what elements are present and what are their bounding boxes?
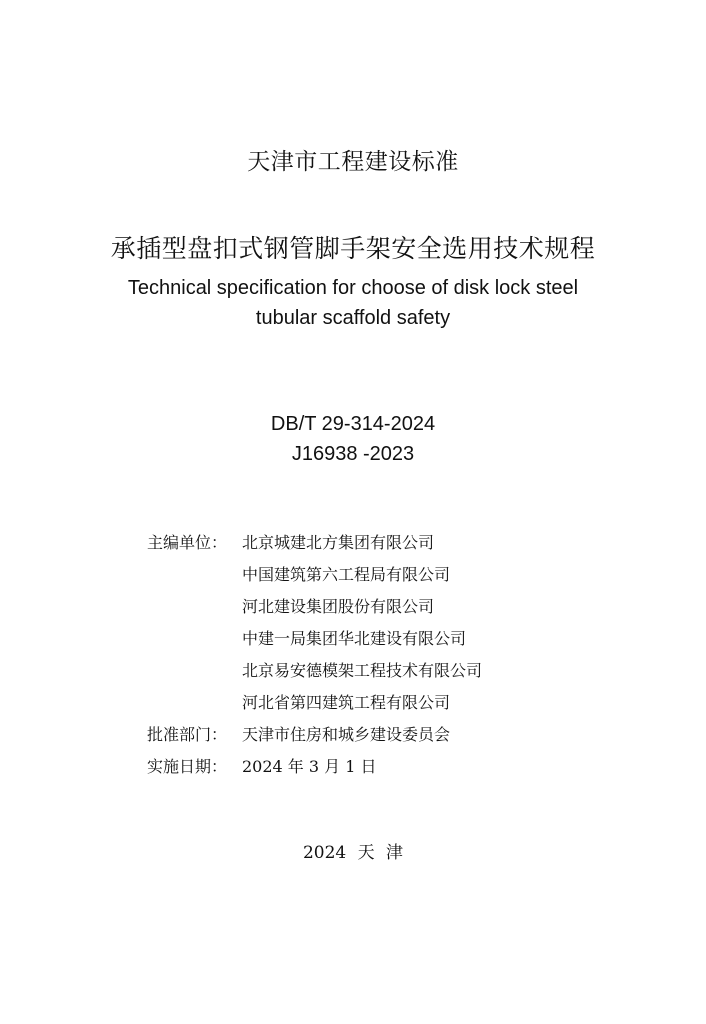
chief-editor-item: 河北省第四建筑工程有限公司 <box>242 693 451 712</box>
effective-date: 2024 年 3 月 1 日 <box>242 757 377 776</box>
chief-editor-row <box>147 690 482 722</box>
approval-label: 批准部门： <box>147 725 228 744</box>
record-number: J16938 -2023 <box>291 443 415 465</box>
effective-date-label: 实施日期： <box>147 757 228 776</box>
approval-row <box>147 722 482 754</box>
chief-editor-label: 主编单位： <box>147 533 228 552</box>
chief-editor-row <box>147 594 482 626</box>
chief-editor-item: 北京易安德模架工程技术有限公司 <box>242 661 483 680</box>
chief-editor-row <box>147 658 482 690</box>
document-title-chinese: 承插型盘扣式钢管脚手架安全选用技术规程 <box>110 234 596 263</box>
chief-editor-row <box>147 626 482 658</box>
chief-editor-item: 河北建设集团股份有限公司 <box>242 597 435 616</box>
chief-editor-item: 中建一局集团华北建设有限公司 <box>242 629 467 648</box>
approval-department: 天津市住房和城乡建设委员会 <box>242 725 451 744</box>
chief-editor-row <box>147 562 482 594</box>
document-title-english <box>0 273 706 333</box>
year-place-footer: 2024 天 津 <box>302 843 404 863</box>
english-title-line-2: tubular scaffold safety <box>255 307 451 329</box>
chief-editor-row <box>147 530 482 562</box>
effective-date-row <box>147 754 482 786</box>
standard-type-heading: 天津市工程建设标准 <box>247 149 459 175</box>
chief-editor-item: 中国建筑第六工程局有限公司 <box>242 565 451 584</box>
publication-info <box>147 530 482 786</box>
standard-number: DB/T 29-314-2024 <box>270 413 436 435</box>
chief-editor-item: 北京城建北方集团有限公司 <box>242 533 435 552</box>
english-title-line-1: Technical specification for choose of disk lock steel <box>127 277 579 299</box>
